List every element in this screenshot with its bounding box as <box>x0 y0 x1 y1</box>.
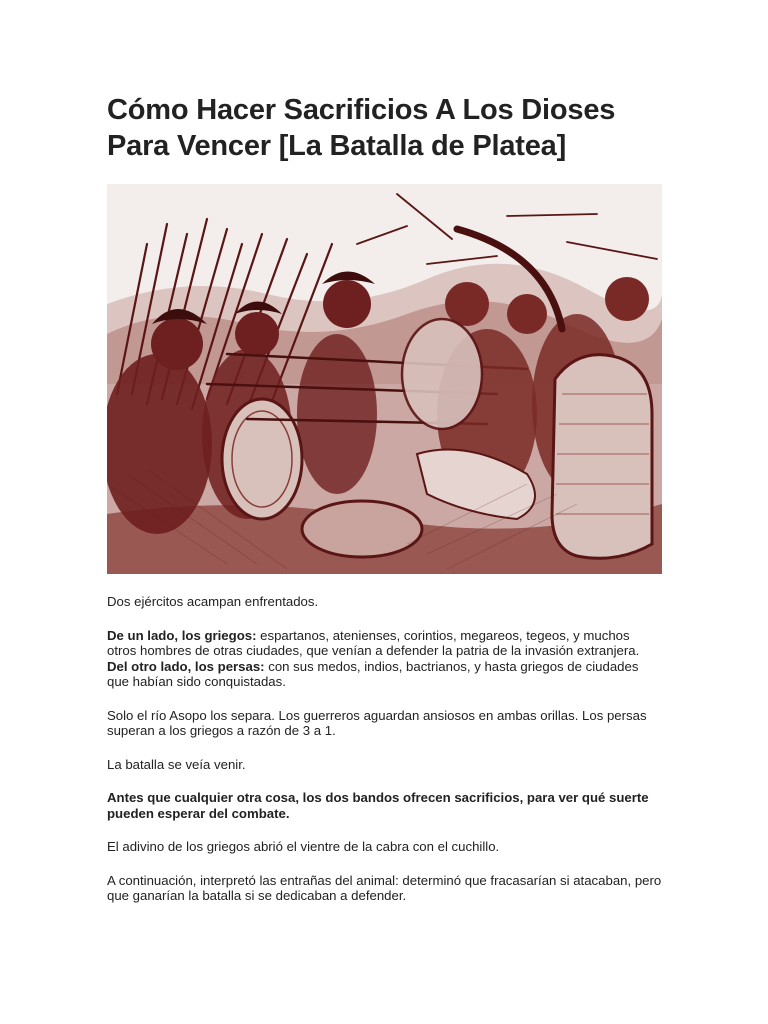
paragraph-greeks-text: espartanos, atenienses, corintios, megareos, tegeos, y muchos otros hombres de otras ciudades, que venían a defender la patria de la invasión extranjera. <box>107 627 640 658</box>
paragraph-greeks <box>107 628 662 659</box>
paragraph-persians-lead: Del otro lado, los persas: <box>107 658 265 674</box>
paragraph-persians <box>107 659 662 690</box>
paragraph-greeks-lead: De un lado, los griegos: <box>107 627 257 643</box>
paragraph-bold: Antes que cualquier otra cosa, los dos bandos ofrecen sacrificios, para ver qué suerte pueden esperar del combate. <box>107 790 649 821</box>
paragraph-persians-text: con sus medos, indios, bactrianos, y hasta griegos de ciudades que habían sido conquistadas. <box>107 658 639 689</box>
paragraph: La batalla se veía venir. <box>107 756 246 772</box>
battle-engraving-icon <box>107 184 662 574</box>
paragraph: Dos ejércitos acampan enfrentados. <box>107 594 319 609</box>
paragraph: A continuación, interpretó las entrañas del animal: determinó que fracasarían si atacaban, pero que ganarían la batalla si se dedicaban a defender. <box>107 872 662 903</box>
battle-illustration <box>107 184 662 574</box>
paragraph <box>107 790 662 821</box>
article-body <box>107 594 662 904</box>
paragraph: Solo el río Asopo los separa. Los guerreros aguardan ansiosos en ambas orillas. Los persas superan a los griegos a razón de 3 a 1. <box>107 707 647 738</box>
article <box>107 92 662 922</box>
article-title: Cómo Hacer Sacrificios A Los Dioses Para Vencer [La Batalla de Platea] <box>107 94 616 162</box>
paragraph: El adivino de los griegos abrió el vientre de la cabra con el cuchillo. <box>107 839 500 854</box>
